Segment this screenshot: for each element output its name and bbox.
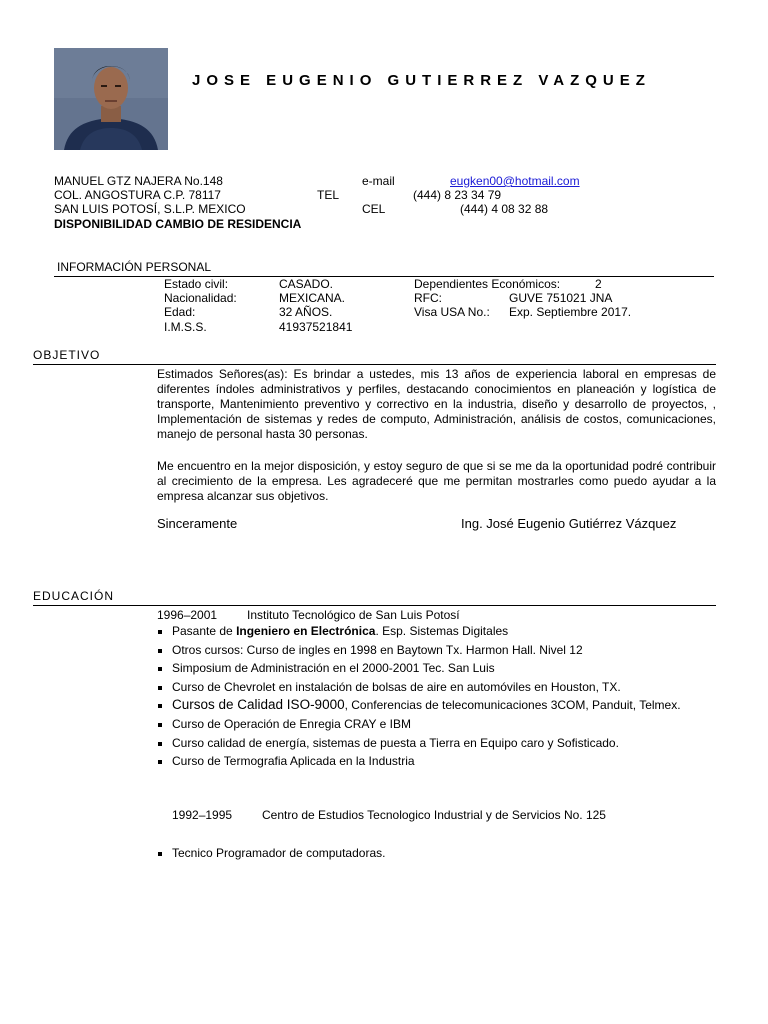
address-line-2: COL. ANGOSTURA C.P. 78117 — [54, 188, 221, 202]
label-visa: Visa USA No.: — [414, 305, 490, 319]
email-link[interactable]: eugken00@hotmail.com — [450, 174, 580, 188]
education-list-2 — [157, 845, 757, 864]
divider-personal — [54, 276, 714, 277]
degree-title: Ingeniero en Electrónica — [236, 624, 376, 638]
cel-label: CEL — [362, 202, 386, 216]
list-item: Otros cursos: Curso de ingles en 1998 en Baytown Tx. Harmon Hall. Nivel 12 — [157, 642, 757, 661]
label-age: Edad: — [164, 305, 196, 319]
list-item: Simposium de Administración en el 2000-2001 Tec. San Luis — [157, 660, 757, 679]
list-item: Curso de Chevrolet en instalación de bolsas de aire en automóviles en Houston, TX. — [157, 679, 757, 698]
label-rfc: RFC: — [414, 291, 442, 305]
list-item: Curso de Operación de Enregia CRAY e IBM — [157, 716, 757, 735]
objective-paragraph-1: Estimados Señores(as): Es brindar a ustedes, mis 13 años de experiencia laboral en empresas de diferentes índoles administrativos y perfiles, destacando conocimientos en planeación y logística de transporte, Mantenimiento preventivo y correctivo en la industria, diseño y desarrollo de proyectos, , Implementación de sistemas y redes de computo, Administración, análisis de costos, comunicaciones, manejo de personal hasta 30 personas. — [157, 367, 716, 441]
value-rfc: GUVE 751021 JNA — [509, 291, 613, 305]
divider-objective — [33, 364, 716, 365]
label-dependents: Dependientes Económicos: — [414, 277, 561, 291]
value-dependents: 2 — [595, 277, 602, 291]
cel-value: (444) 4 08 32 88 — [460, 202, 549, 216]
list-item: Pasante de Ingeniero en Electrónica. Esp. Sistemas Digitales — [157, 623, 757, 642]
education-years-2: 1992–1995 — [172, 808, 233, 822]
list-item: Cursos de Calidad ISO-9000, Conferencias de telecomunicaciones 3COM, Panduit, Telmex. — [157, 697, 757, 716]
list-item: Curso de Termografia Aplicada en la Industria — [157, 753, 757, 772]
address-line-3: SAN LUIS POTOSÍ, S.L.P. MEXICO — [54, 202, 246, 216]
divider-education — [33, 605, 716, 606]
value-imss: 41937521841 — [279, 320, 353, 334]
label-nationality: Nacionalidad: — [164, 291, 237, 305]
closing-text: Sinceramente — [157, 516, 238, 531]
value-visa: Exp. Septiembre 2017. — [509, 305, 632, 319]
objective-paragraph-2: Me encuentro en la mejor disposición, y estoy seguro de que si se me da la oportunidad podré contribuir al crecimiento de la empresa. Les agradeceré que me permitan mostrarles como puedo ayudar a la empresa alcanzar sus objetivos. — [157, 459, 716, 503]
section-heading-education: EDUCACIÓN — [33, 589, 115, 603]
address-line-1: MANUEL GTZ NAJERA No.148 — [54, 174, 223, 188]
profile-photo — [54, 48, 168, 150]
value-nationality: MEXICANA. — [279, 291, 346, 305]
education-school-2: Centro de Estudios Tecnologico Industrial y de Servicios No. 125 — [262, 808, 606, 822]
education-school-1: Instituto Tecnológico de San Luis Potosí — [247, 608, 460, 622]
section-heading-personal: INFORMACIÓN PERSONAL — [57, 260, 212, 274]
education-list — [157, 623, 757, 772]
applicant-name: JOSE EUGENIO GUTIERREZ VAZQUEZ — [192, 72, 651, 89]
email-label: e-mail — [362, 174, 395, 188]
section-heading-objective: OBJETIVO — [33, 348, 101, 362]
label-imss: I.M.S.S. — [164, 320, 207, 334]
list-item: Curso calidad de energía, sistemas de puesta a Tierra en Equipo caro y Sofisticado. — [157, 735, 757, 754]
person-portrait-icon — [54, 48, 168, 150]
availability-note: DISPONIBILIDAD CAMBIO DE RESIDENCIA — [54, 217, 302, 231]
tel-label: TEL — [317, 188, 340, 202]
signature-text: Ing. José Eugenio Gutiérrez Vázquez — [461, 516, 677, 531]
value-marital-status: CASADO. — [279, 277, 334, 291]
value-age: 32 AÑOS. — [279, 305, 333, 319]
tel-value: (444) 8 23 34 79 — [413, 188, 502, 202]
list-item: Tecnico Programador de computadoras. — [157, 845, 757, 864]
label-marital-status: Estado civil: — [164, 277, 229, 291]
education-years-1: 1996–2001 — [157, 608, 218, 622]
